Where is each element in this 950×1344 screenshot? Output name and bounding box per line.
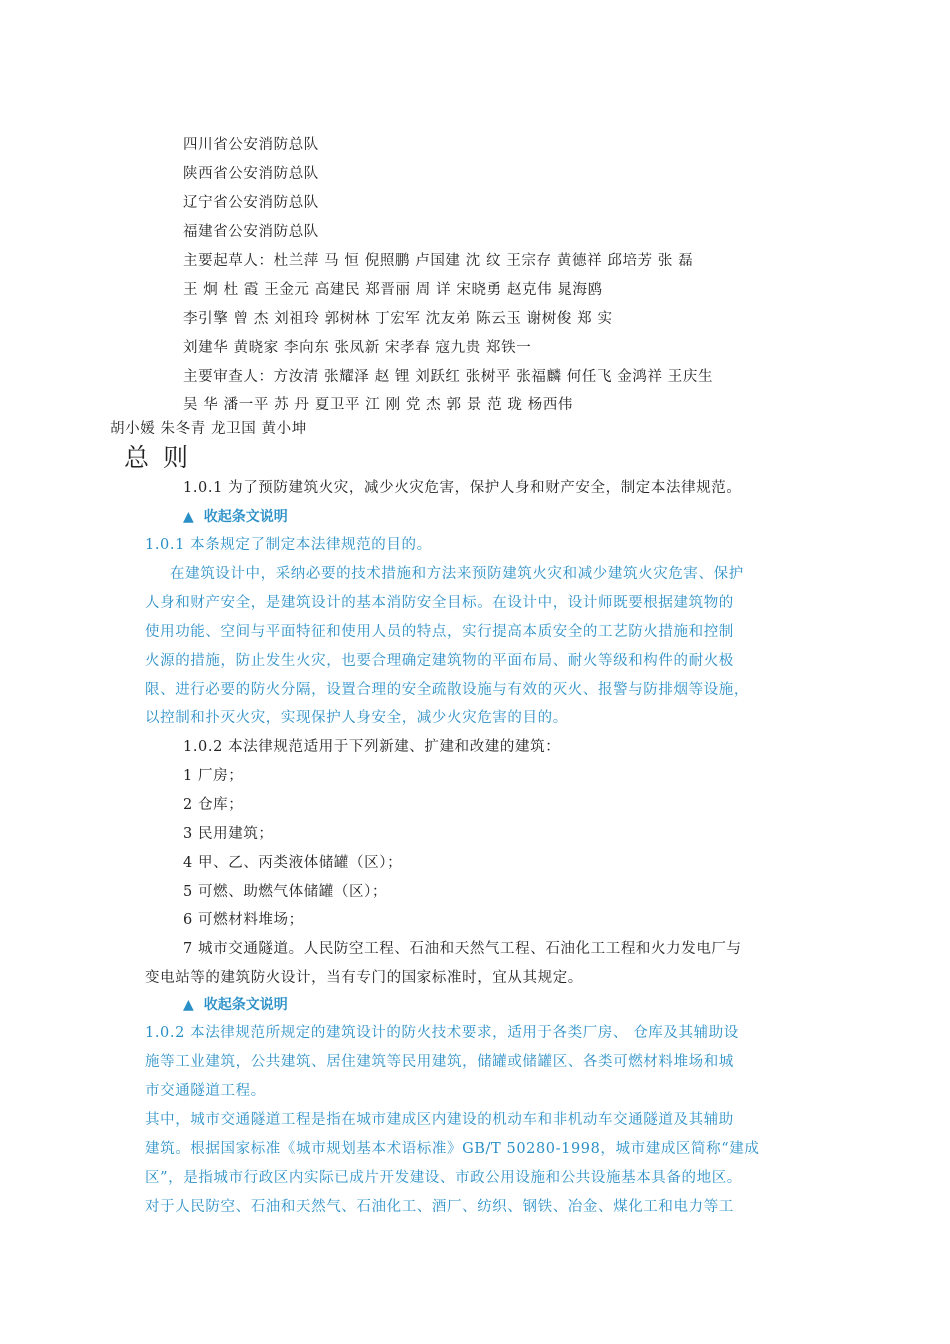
section-title: 总则 (124, 443, 203, 472)
collapse-explanation-button[interactable] (183, 507, 288, 527)
collapse-explanation-label: 收起条文说明 (203, 997, 288, 1013)
clause-text: 1.0.2 本法律规范适用于下列新建、扩建和改建的建筑： (183, 739, 561, 755)
explanation-line: 对于人民防空、石油和天然气、石油化工、酒厂、纺织、钢铁、冶金、煤化工和电力等工 (145, 1199, 734, 1215)
clause-item: 6 可燃材料堆场； (183, 912, 304, 928)
reviewers-line: 吴 华 潘一平 苏 丹 夏卫平 江 刚 党 杰 郭 景 范 珑 杨西伟 (183, 397, 574, 413)
unit-line: 辽宁省公安消防总队 (183, 195, 319, 211)
triangle-up-icon: ▲ (183, 997, 194, 1013)
clause-item: 4 甲、乙、丙类液体储罐（区）； (183, 855, 403, 871)
drafters-line: 王 炯 杜 霞 王金元 高建民 郑晋丽 周 详 宋晓勇 赵克伟 晁海鸥 (183, 282, 603, 298)
collapse-explanation-label: 收起条文说明 (203, 509, 288, 525)
clause-item: 2 仓库； (183, 797, 244, 813)
explanation-line: 其中，城市交通隧道工程是指在城市建成区内建设的机动车和非机动车交通隧道及其辅助 (145, 1112, 734, 1128)
explanation-line: 1.0.2 本法律规范所规定的建筑设计的防火技术要求，适用于各类厂房、 仓库及其辅助设 (145, 1025, 739, 1041)
triangle-up-icon: ▲ (183, 509, 194, 525)
unit-line: 陕西省公安消防总队 (183, 166, 319, 182)
explanation-line: 在建筑设计中，采纳必要的技术措施和方法来预防建筑火灾和减少建筑火灾危害、保护 (170, 566, 744, 582)
clause-item: 5 可燃、助燃气体储罐（区）； (183, 884, 388, 900)
explanation-line: 使用功能、空间与平面特征和使用人员的特点，实行提高本质安全的工艺防火措施和控制 (145, 624, 734, 640)
explanation-line: 市交通隧道工程。 (145, 1083, 266, 1099)
collapse-explanation-button[interactable] (183, 995, 288, 1015)
unit-line: 四川省公安消防总队 (183, 137, 319, 153)
explanation-line: 限、进行必要的防火分隔，设置合理的安全疏散设施与有效的灭火、报警与防排烟等设施， (145, 682, 749, 698)
drafters-line: 李引擎 曾 杰 刘祖玲 郭树林 丁宏军 沈友弟 陈云玉 谢树俊 郑 实 (183, 311, 613, 327)
clause-item: 1 厂房； (183, 768, 244, 784)
clause-item-cont: 变电站等的建筑防火设计，当有专门的国家标准时，宜从其规定。 (145, 970, 583, 986)
explanation-line: 施等工业建筑，公共建筑、居住建筑等民用建筑，储罐或储罐区、各类可燃材料堆场和城 (145, 1054, 734, 1070)
explanation-line: 火源的措施，防止发生火灾，也要合理确定建筑物的平面布局、耐火等级和构件的耐火极 (145, 653, 734, 669)
clause-item: 7 城市交通隧道。人民防空工程、石油和天然气工程、石油化工工程和火力发电厂与 (183, 941, 742, 957)
unit-line: 福建省公安消防总队 (183, 224, 319, 240)
reviewers-line: 主要审查人：方汝清 张耀泽 赵 锂 刘跃红 张树平 张福麟 何任飞 金鸿祥 王庆生 (183, 369, 714, 385)
explanation-line: 人身和财产安全，是建筑设计的基本消防安全目标。在设计中，设计师既要根据建筑物的 (145, 595, 734, 611)
clause-item: 3 民用建筑； (183, 826, 274, 842)
reviewers-line-extra: 胡小媛 朱冬青 龙卫国 黄小坤 (110, 421, 307, 437)
drafters-line: 主要起草人：杜兰萍 马 恒 倪照鹏 卢国建 沈 纹 王宗存 黄德祥 邱培芳 张 磊 (183, 253, 694, 269)
explanation-line: 以控制和扑灭火灾，实现保护人身安全，减少火灾危害的目的。 (145, 710, 568, 726)
drafters-line: 刘建华 黄晓家 李向东 张凤新 宋孝春 寇九贵 郑铁一 (183, 340, 532, 356)
explanation-line: 区”，是指城市行政区内实际已成片开发建设、市政公用设施和公共设施基本具备的地区。 (145, 1170, 742, 1186)
clause-text: 1.0.1 为了预防建筑火灾，减少火灾危害，保护人身和财产安全，制定本法律规范。 (183, 480, 742, 496)
explanation-line: 建筑。根据国家标准《城市规划基本术语标准》GB/T 50280-1998，城市建成区简称“建成 (145, 1141, 760, 1157)
explanation-line: 1.0.1 本条规定了制定本法律规范的目的。 (145, 537, 432, 553)
